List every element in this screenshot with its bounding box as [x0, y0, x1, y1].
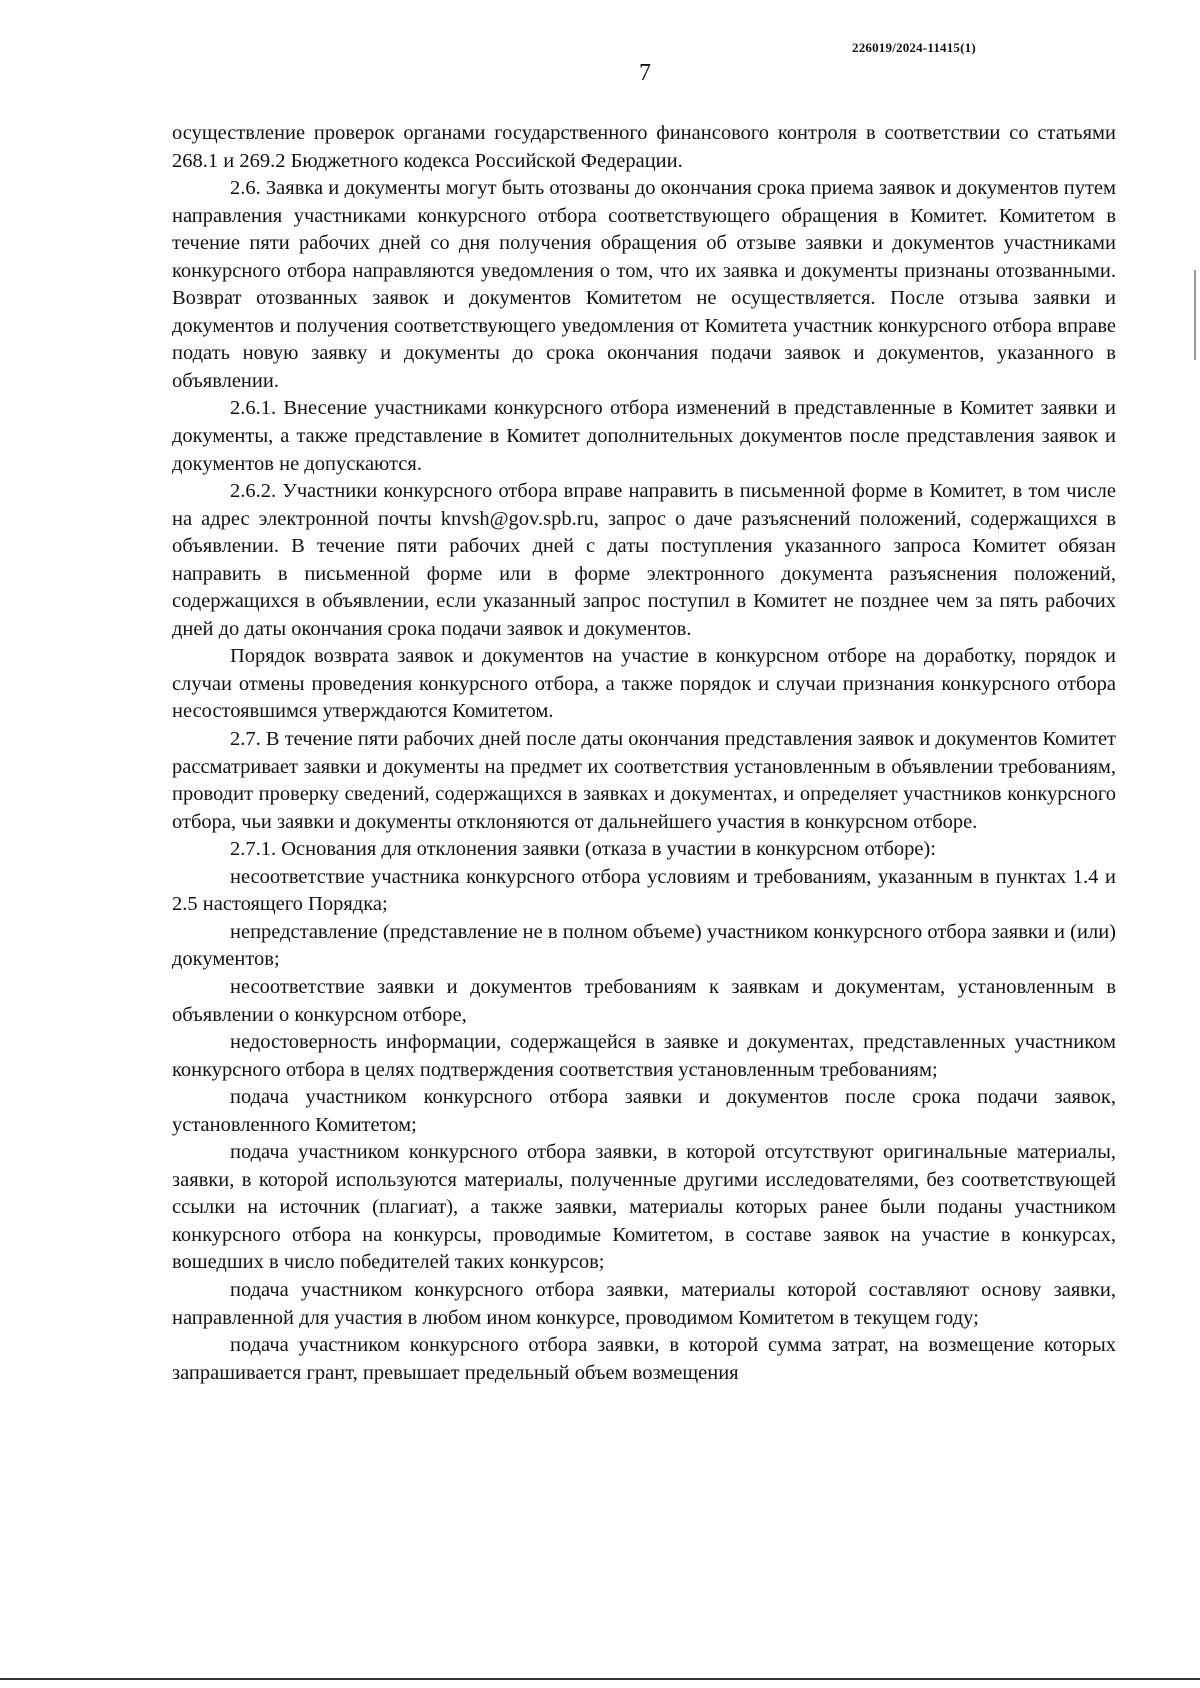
list-item-rejection-ground: недостоверность информации, содержащейся в заявке и документах, представленных участником конкурсного отбора в целях подтверждения соответствия установленным требованиям;: [172, 1031, 1116, 1081]
list-item-rejection-ground: подача участником конкурсного отбора заявки и документов после срока подачи заявок, установленного Комитетом;: [172, 1086, 1116, 1136]
list-item-rejection-ground: подача участником конкурсного отбора заявки, материалы которой составляют основу заявки, направленной для участия в любом ином конкурсе, проводимом Комитетом в текущем году;: [172, 1278, 1116, 1329]
page-number: 7: [639, 60, 651, 86]
paragraph-2-6-2: 2.6.2. Участники конкурсного отбора вправе направить в письменной форме в Комитет, в том числе на адрес электронной почты knvsh@gov.spb.ru, запрос о даче разъяснений положений, содержащихся в объявлении. В течение пяти рабочих дней с даты поступления указанного запроса Комитет обязан направить в письменной форме или в форме электронного документа разъяснения положений, содержащихся в объявлении, если указанный запрос поступил в Комитет не позднее чем за пять рабочих дней до даты окончания срока подачи заявок и документов.: [172, 480, 1116, 640]
paragraph-return-procedure: Порядок возврата заявок и документов на участие в конкурсном отборе на доработку, порядок и случаи отмены проведения конкурсного отбора, а также порядок и случаи признания конкурсного отбора несостоявшимся утверждаются Комитетом.: [172, 645, 1116, 723]
paragraph-2-6-1: 2.6.1. Внесение участниками конкурсного отбора изменений в представленные в Комитет заявки и документы, а также представление в Комитет дополнительных документов после представления заявок и документов не допускаются.: [172, 397, 1116, 475]
scan-bottom-edge: [0, 1678, 1200, 1680]
list-item-rejection-ground: несоответствие заявки и документов требованиям к заявкам и документам, установленным в объявлении о конкурсном отборе,: [172, 975, 1116, 1026]
document-body: [172, 120, 1116, 1387]
document-registration-number: 226019/2024-11415(1): [852, 40, 976, 55]
list-item-rejection-ground: подача участником конкурсного отбора заявки, в которой сумма затрат, на возмещение которых запрашивается грант, превышает предельный объем возмещения: [172, 1334, 1116, 1384]
paragraph-2-7: 2.7. В течение пяти рабочих дней после даты окончания представления заявок и документов Комитет рассматривает заявки и документы на предмет их соответствия установленным в объявлении требованиям, проводит проверку сведений, содержащихся в заявках и документах, и определяет участников конкурсного отбора, чьи заявки и документы отклоняются от дальнейшего участия в конкурсном отборе.: [172, 728, 1116, 833]
paragraph-2-6: 2.6. Заявка и документы могут быть отозваны до окончания срока приема заявок и документов путем направления участниками конкурсного отбора соответствующего обращения в Комитет. Комитетом в течение пяти рабочих дней со дня получения обращения об отзыве заявки и документов участниками конкурсного отбора направляются уведомления о том, что их заявка и документы признаны отозванными. Возврат отозванных заявок и документов Комитетом не осуществляется. После отзыва заявки и документов и получения соответствующего уведомления от Комитета участник конкурсного отбора вправе подать новую заявку и документы до срока окончания подачи заявок и документов, указанного в объявлении.: [172, 177, 1116, 392]
paragraph-continuation: осуществление проверок органами государственного финансового контроля в соответствии со статьями 268.1 и 269.2 Бюджетного кодекса Российской Федерации.: [172, 122, 1116, 172]
list-item-rejection-ground: непредставление (представление не в полном объеме) участником конкурсного отбора заявки и (или) документов;: [172, 920, 1116, 971]
scan-edge-mark: [1194, 270, 1196, 360]
list-item-rejection-ground: подача участником конкурсного отбора заявки, в которой отсутствуют оригинальные материалы, заявки, в которой используются материалы, полученные другими исследователями, без соответствующей ссылки на источник (плагиат), а также заявки, материалы которых ранее были поданы участником конкурсного отбора на конкурсы, проводимые Комитетом, в составе заявок на участие в конкурсах, вошедших в число победителей таких конкурсов;: [172, 1141, 1116, 1274]
paragraph-2-7-1: 2.7.1. Основания для отклонения заявки (отказа в участии в конкурсном отборе):: [230, 838, 936, 861]
list-item-rejection-ground: несоответствие участника конкурсного отбора условиям и требованиям, указанным в пунктах 1.4 и 2.5 настоящего Порядка;: [172, 865, 1116, 916]
